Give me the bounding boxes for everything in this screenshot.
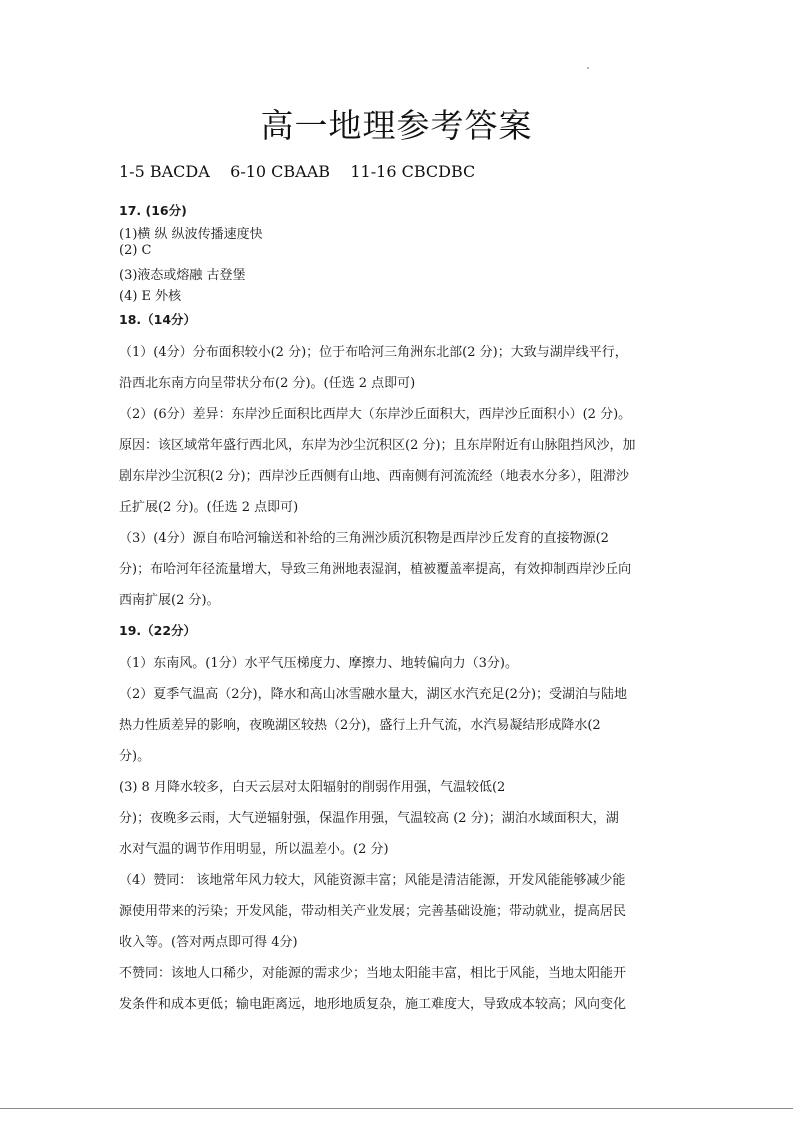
answer-line: （2）夏季气温高（2分)，降水和高山冰雪融水量大，湖区水汽充足(2分)；受湖泊与陆地 — [119, 687, 628, 702]
bottom-divider — [0, 1108, 793, 1109]
answer-line: 分)；布哈河年径流量增大，导致三角洲地表湿润，植被覆盖率提高，有效抑制西岸沙丘向 — [119, 562, 632, 577]
answer-line: （2）(6分）差异：东岸沙丘面积比西岸大（东岸沙丘面积大，西岸沙丘面积小）(2 分)。 — [119, 407, 632, 422]
question-heading: 18.（14分） — [119, 312, 197, 327]
answer-line: (3)液态或熔融 古登堡 — [119, 268, 246, 283]
answer-line: (3) 8 月降水较多，白天云层对太阳辐射的削弱作用强，气温较低(2 — [119, 780, 506, 795]
page-title: 高一地理参考答案 — [260, 106, 533, 145]
answer-line: (1)横 纵 纵波传播速度快 — [119, 227, 263, 242]
answer-line: （1）(4分）分布面积较小(2 分)；位于布哈河三角洲东北部(2 分)；大致与湖岸线平行， — [119, 345, 628, 360]
scan-speck — [587, 67, 589, 69]
answer-line: 水对气温的调节作用明显，所以温差小。(2 分) — [119, 842, 389, 857]
answer-line: （4）赞同： 该地常年风力较大，风能资源丰富；风能是清洁能源，开发风能能够减少能 — [119, 873, 626, 888]
answer-line: 丘扩展(2 分)。(任选 2 点即可) — [119, 500, 299, 515]
answer-line: 分)；夜晚多云雨，大气逆辐射强，保温作用强，气温较高 (2 分)；湖泊水域面积大，湖 — [119, 811, 619, 826]
answer-line: （1）东南风。(1分）水平气压梯度力、摩擦力、地转偏向力（3分)。 — [119, 656, 518, 671]
multiple-choice-answers: 1-5 BACDA 6-10 CBAAB 11-16 CBCDBC — [119, 162, 476, 181]
answer-line: 源使用带来的污染；开发风能，带动相关产业发展；完善基础设施；带动就业，提高居民 — [119, 904, 627, 919]
answer-line: 西南扩展(2 分)。 — [119, 593, 220, 608]
answer-line: (4) E 外核 — [119, 289, 182, 304]
answer-line: (2) C — [119, 243, 152, 258]
answer-line: 收入等。(答对两点即可得 4分) — [119, 935, 298, 950]
question-heading: 19.（22分） — [119, 623, 197, 638]
question-heading: 17. (16分) — [119, 203, 187, 218]
answer-line: 热力性质差异的影响，夜晚湖区较热（2分)，盛行上升气流，水汽易凝结形成降水(2 — [119, 718, 601, 733]
answer-line: 不赞同：该地人口稀少，对能源的需求少；当地太阳能丰富，相比于风能，当地太阳能开 — [119, 966, 627, 981]
answer-line: 沿西北东南方向呈带状分布(2 分)。(任选 2 点即可) — [119, 376, 416, 391]
answer-line: 发条件和成本更低；输电距离远，地形地质复杂，施工难度大，导致成本较高；风向变化 — [119, 997, 627, 1012]
answer-line: 分)。 — [119, 749, 151, 764]
answer-line: （3）(4分）源自布哈河输送和补给的三角洲沙质沉积物是西岸沙丘发育的直接物源(2 — [119, 531, 609, 546]
answer-line: 原因：该区域常年盛行西北风，东岸为沙尘沉积区(2 分)；且东岸附近有山脉阻挡风沙，加 — [119, 438, 636, 453]
answer-line: 剧东岸沙尘沉积(2 分)；西岸沙丘西侧有山地、西南侧有河流流经（地表水分多），阻滞沙 — [119, 469, 630, 484]
